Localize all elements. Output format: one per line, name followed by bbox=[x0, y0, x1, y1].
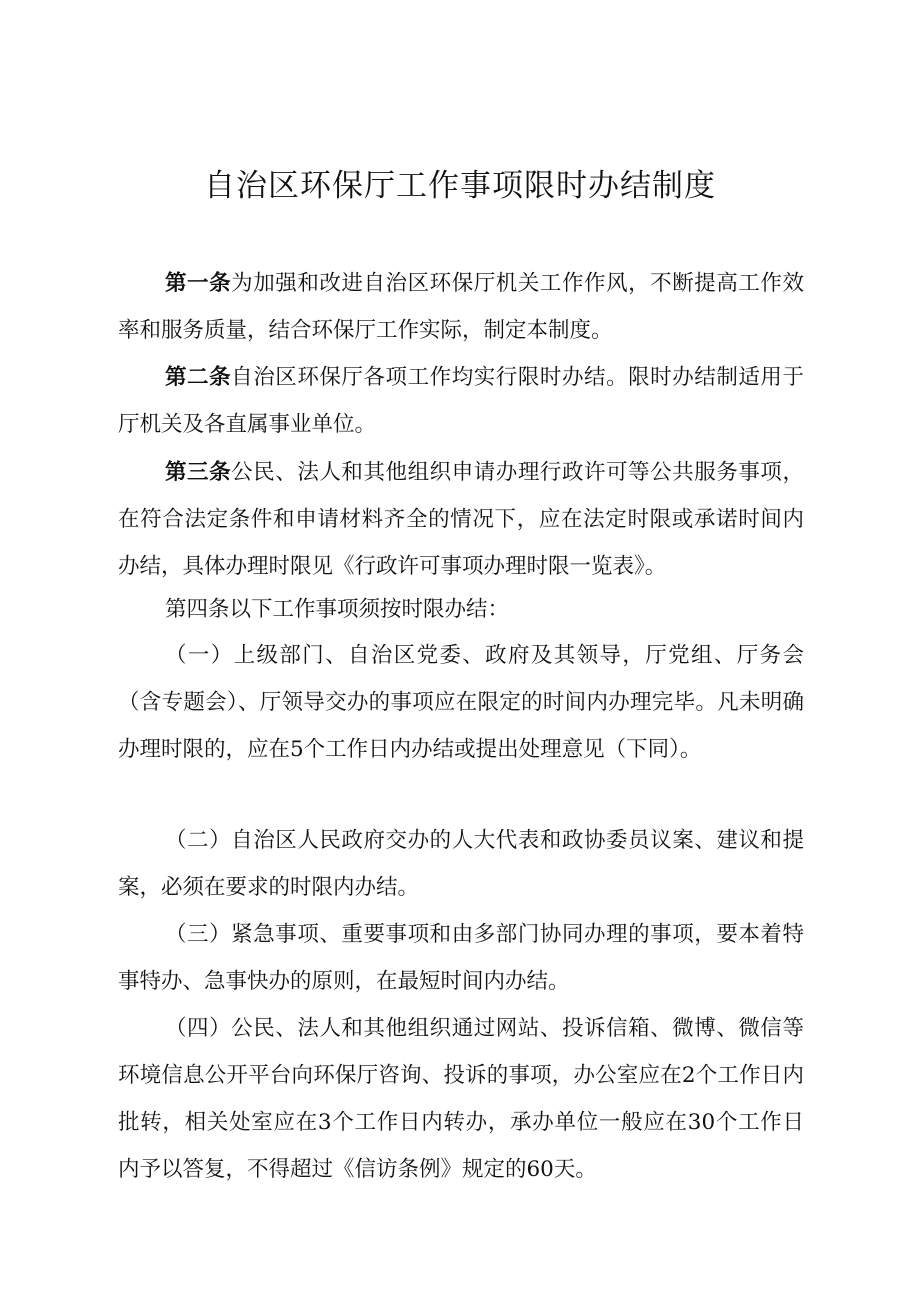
list-item-4: （四）公民、法人和其他组织通过网站、投诉信箱、微博、微信等环境信息公开平台向环保厅咨询、投诉的事项，办公室应在2个工作日内批转，相关处室应在3个工作日内转办，承办单位一般应在30个工作日内予以答复，不得超过《信访条例》规定的60天。 bbox=[118, 1016, 804, 1182]
article-text: 以下工作事项须按时限办结： bbox=[229, 597, 510, 622]
list-item-1: （一）上级部门、自治区党委、政府及其领导，厅党组、厅务会（含专题会）、厅领导交办的事项应在限定的时间内办理完毕。凡未明确办理时限的，应在5个工作日内办结或提出处理意见（下同）。 bbox=[118, 643, 804, 762]
document-title: 自治区环保厅工作事项限时办结制度 bbox=[204, 168, 716, 204]
article-label: 第二条 bbox=[165, 365, 232, 390]
article-text: 为加强和改进自治区环保厅机关工作作风，不断提高工作效率和服务质量，结合环保厅工作实际，制定本制度。 bbox=[118, 271, 804, 343]
list-item-2: （二）自治区人民政府交办的人大代表和政协委员议案、建议和提案，必须在要求的时限内办结。 bbox=[118, 828, 804, 900]
article-4 bbox=[118, 586, 804, 633]
list-item-3: （三）紧急事项、重要事项和由多部门协同办理的事项，要本着特事特办、急事快办的原则，在最短时间内办结。 bbox=[118, 922, 804, 994]
article-3 bbox=[118, 449, 804, 590]
article-label: 第一条 bbox=[165, 271, 232, 296]
article-text: 自治区环保厅各项工作均实行限时办结。限时办结制适用于厅机关及各直属事业单位。 bbox=[118, 365, 804, 437]
article-label: 第三条 bbox=[165, 460, 232, 485]
article-text: 公民、法人和其他组织申请办理行政许可等公共服务事项，在符合法定条件和申请材料齐全的情况下，应在法定时限或承诺时间内办结，具体办理时限见《行政许可事项办理时限一览表》。 bbox=[118, 460, 804, 579]
article-2 bbox=[118, 354, 804, 448]
article-1 bbox=[118, 260, 804, 354]
article-label: 第四条 bbox=[165, 597, 230, 622]
